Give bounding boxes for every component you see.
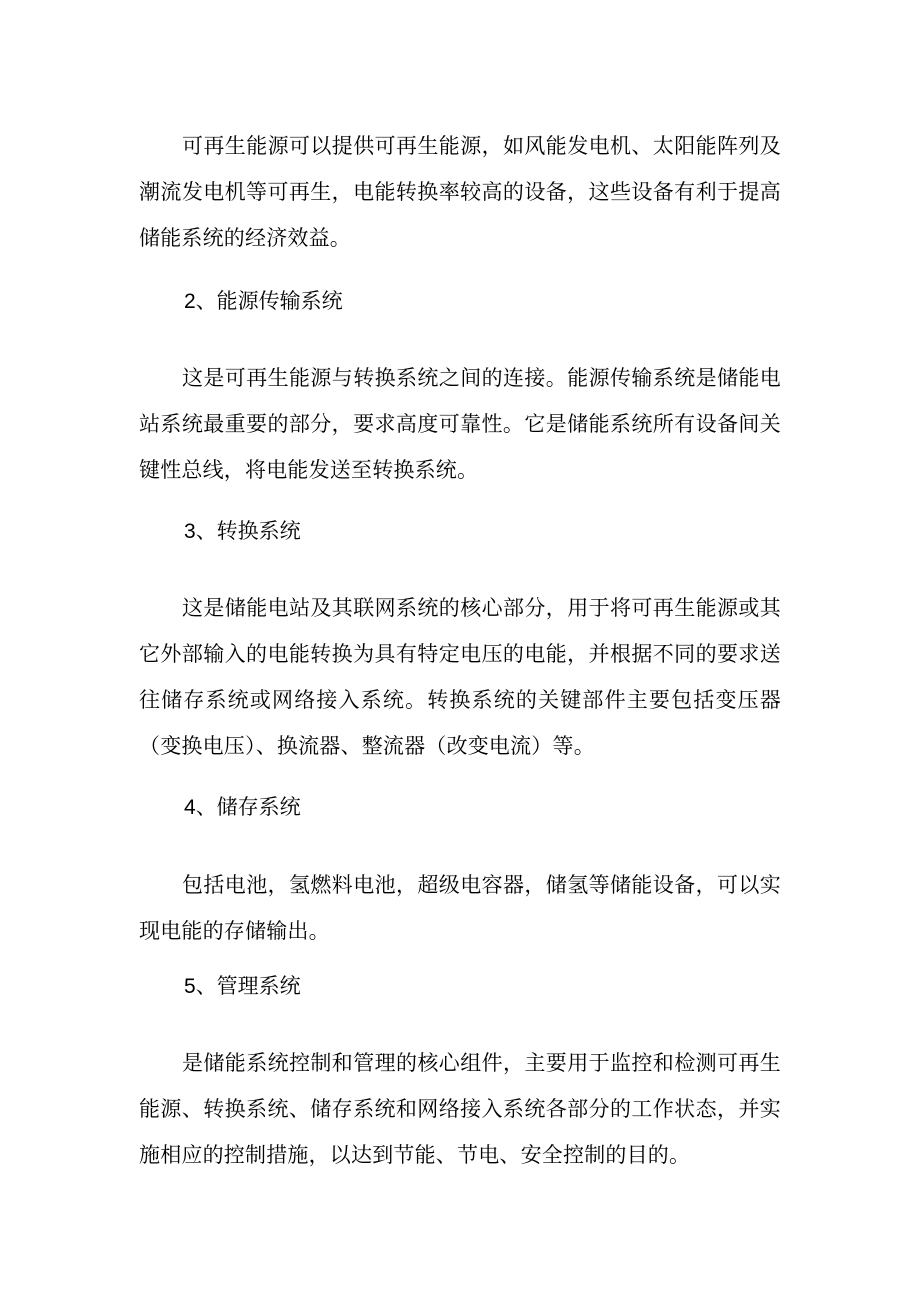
heading-title: 、能源传输系统 — [195, 289, 343, 313]
heading-number: 4 — [184, 796, 196, 819]
heading-energy-transmission — [184, 286, 343, 317]
heading-number: 5 — [184, 975, 196, 998]
paragraph-management-system: 是储能系统控制和管理的核心组件，主要用于监控和检测可再生能源、转换系统、储存系统和网络接入系统各部分的工作状态，并实施相应的控制措施，以达到节能、节电、安全控制的目的。 — [139, 1051, 781, 1167]
paragraph-renewable-energy: 可再生能源可以提供可再生能源，如风能发电机、太阳能阵列及潮流发电机等可再生，电能转换率较高的设备，这些设备有利于提高储能系统的经济效益。 — [139, 134, 781, 250]
heading-title: 、储存系统 — [195, 795, 301, 819]
heading-number: 3 — [184, 520, 196, 543]
heading-storage-system — [184, 792, 301, 823]
heading-conversion-system — [184, 516, 301, 547]
paragraph-conversion-system: 这是储能电站及其联网系统的核心部分，用于将可再生能源或其它外部输入的电能转换为具有特定电压的电能，并根据不同的要求送往储存系统或网络接入系统。转换系统的关键部件主要包括变压器（变换电压）、换流器、整流器（改变电流）等。 — [139, 596, 781, 758]
heading-number: 2 — [184, 290, 196, 313]
heading-management-system — [184, 971, 301, 1002]
heading-title: 、管理系统 — [195, 974, 301, 998]
paragraph-energy-transmission: 这是可再生能源与转换系统之间的连接。能源传输系统是储能电站系统最重要的部分，要求高度可靠性。它是储能系统所有设备间关键性总线，将电能发送至转换系统。 — [139, 366, 781, 482]
heading-title: 、转换系统 — [195, 519, 301, 543]
paragraph-storage-system: 包括电池，氢燃料电池，超级电容器，储氢等储能设备，可以实现电能的存储输出。 — [139, 873, 781, 943]
